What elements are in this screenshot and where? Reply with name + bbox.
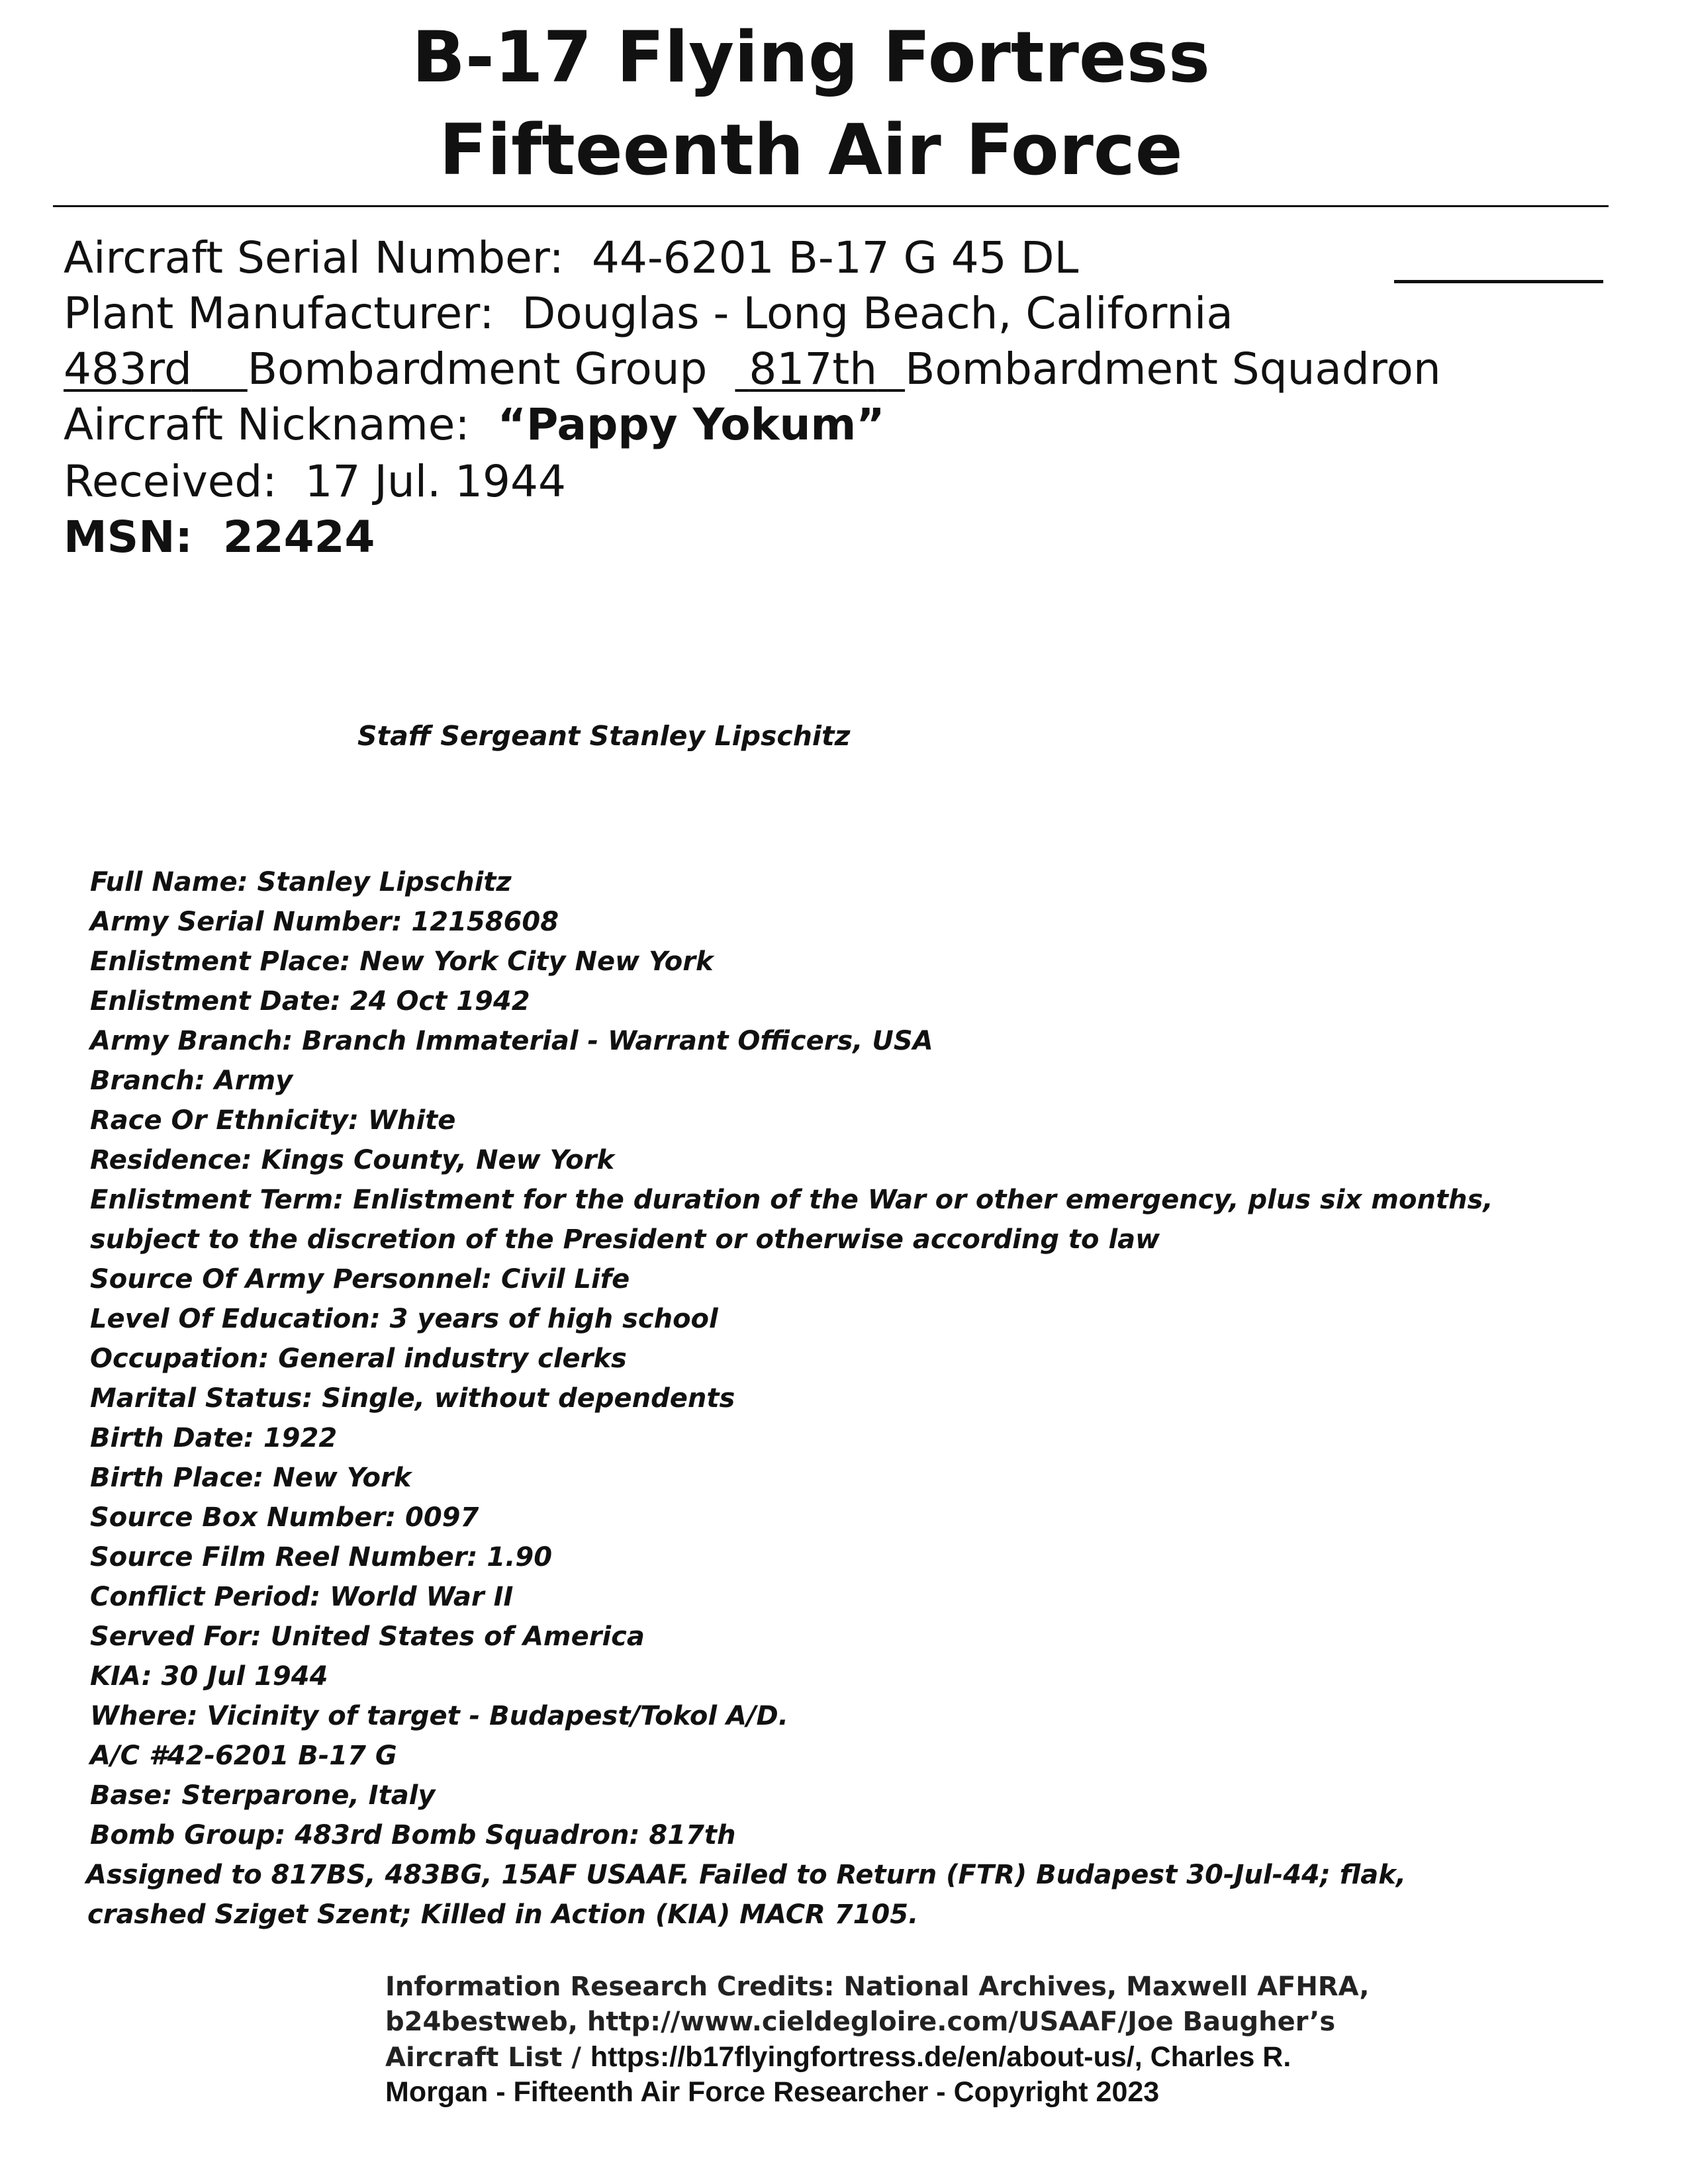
detail-line: Branch: Army [90,1066,293,1096]
credits-url: https://b17flyingfortress.de/en/about-us/, Charles R. [590,2041,1291,2073]
bomb-squadron-label: Bombardment Squadron [905,343,1441,394]
bomb-squadron-value: 817th [749,343,878,394]
research-credits [385,1970,1643,2110]
detail-line: Enlistment Place: New York City New York [90,946,714,977]
blank-fill-line [1394,280,1603,283]
detail-line: Source Box Number: 0097 [90,1502,479,1533]
plant-manufacturer-label: Plant Manufacturer: [64,288,494,339]
page-title-line-2: Fifteenth Air Force [439,109,1183,191]
detail-line: KIA: 30 Jul 1944 [90,1661,328,1692]
detail-line: Army Serial Number: 12158608 [90,907,559,937]
detail-line: crashed Sziget Szent; Killed in Action (KIA) MACR 7105. [87,1899,919,1930]
bomb-group-value: 483rd [64,343,192,394]
aircraft-nickname-label: Aircraft Nickname: [64,399,470,450]
detail-line: Where: Vicinity of target - Budapest/Tokol A/D. [90,1701,788,1731]
detail-line: Source Film Reel Number: 1.90 [90,1542,553,1572]
plant-manufacturer-row [64,286,1233,341]
detail-line: A/C #42-6201 B-17 G [90,1741,397,1771]
crew-details [86,862,1613,1934]
detail-line: Base: Sterparone, Italy [90,1780,436,1811]
detail-line: Assigned to 817BS, 483BG, 15AF USAAF. Failed to Return (FTR) Budapest 30-Jul-44; flak, [86,1860,1407,1890]
bomb-group-label: Bombardment Group [247,343,708,394]
aircraft-serial-value: 44-6201 B-17 G 45 DL [591,232,1079,283]
aircraft-nickname-value: “Pappy Yokum” [497,399,885,450]
detail-line: Source Of Army Personnel: Civil Life [90,1264,630,1295]
aircraft-serial-row [64,230,1078,286]
msn-label: MSN: [64,512,193,563]
group-squadron-row [64,341,1441,397]
detail-line: Army Branch: Branch Immaterial - Warrant Officers, USA [90,1026,933,1056]
credits-line [385,2040,1643,2075]
detail-line: Enlistment Date: 24 Oct 1942 [90,986,530,1017]
detail-line: Served For: United States of America [90,1621,645,1652]
credits-line-part: Aircraft List / [385,2042,590,2073]
title-divider [53,205,1609,207]
received-value: 17 Jul. 1944 [305,456,567,507]
detail-line: Enlistment Term: Enlistment for the duration of the War or other emergency, plus six months, [90,1185,1493,1215]
detail-line: Full Name: Stanley Lipschitz [90,867,512,897]
credits-line: Information Research Credits: National Archives, Maxwell AFHRA, [385,1972,1370,2002]
detail-line: Birth Date: 1922 [90,1423,338,1453]
detail-line: Residence: Kings County, New York [90,1145,615,1175]
detail-line: Conflict Period: World War II [90,1582,514,1612]
received-label: Received: [64,456,277,507]
aircraft-serial-label: Aircraft Serial Number: [64,232,564,283]
detail-line: Occupation: General industry clerks [90,1343,627,1374]
detail-line: Marital Status: Single, without dependents [90,1383,735,1414]
received-row [64,454,566,510]
msn-row [64,510,375,565]
detail-line: Level Of Education: 3 years of high school [90,1304,718,1334]
credits-copyright: Morgan - Fifteenth Air Force Researcher - Copyright 2023 [385,2076,1160,2108]
aircraft-nickname-row [64,397,885,453]
crew-member-heading: Staff Sergeant Stanley Lipschitz [357,720,851,752]
detail-line: Race Or Ethnicity: White [90,1105,456,1136]
credits-line: b24bestweb, http://www.cieldegloire.com/USAAF/Joe Baugher’s [385,2007,1336,2037]
detail-line: Bomb Group: 483rd Bomb Squadron: 817th [90,1820,736,1850]
plant-manufacturer-value: Douglas - Long Beach, California [522,288,1233,339]
detail-line: Birth Place: New York [90,1463,412,1493]
detail-line: subject to the discretion of the President or otherwise according to law [90,1224,1160,1255]
page-title-line-1: B-17 Flying Fortress [412,17,1210,98]
msn-value: 22424 [222,512,375,563]
